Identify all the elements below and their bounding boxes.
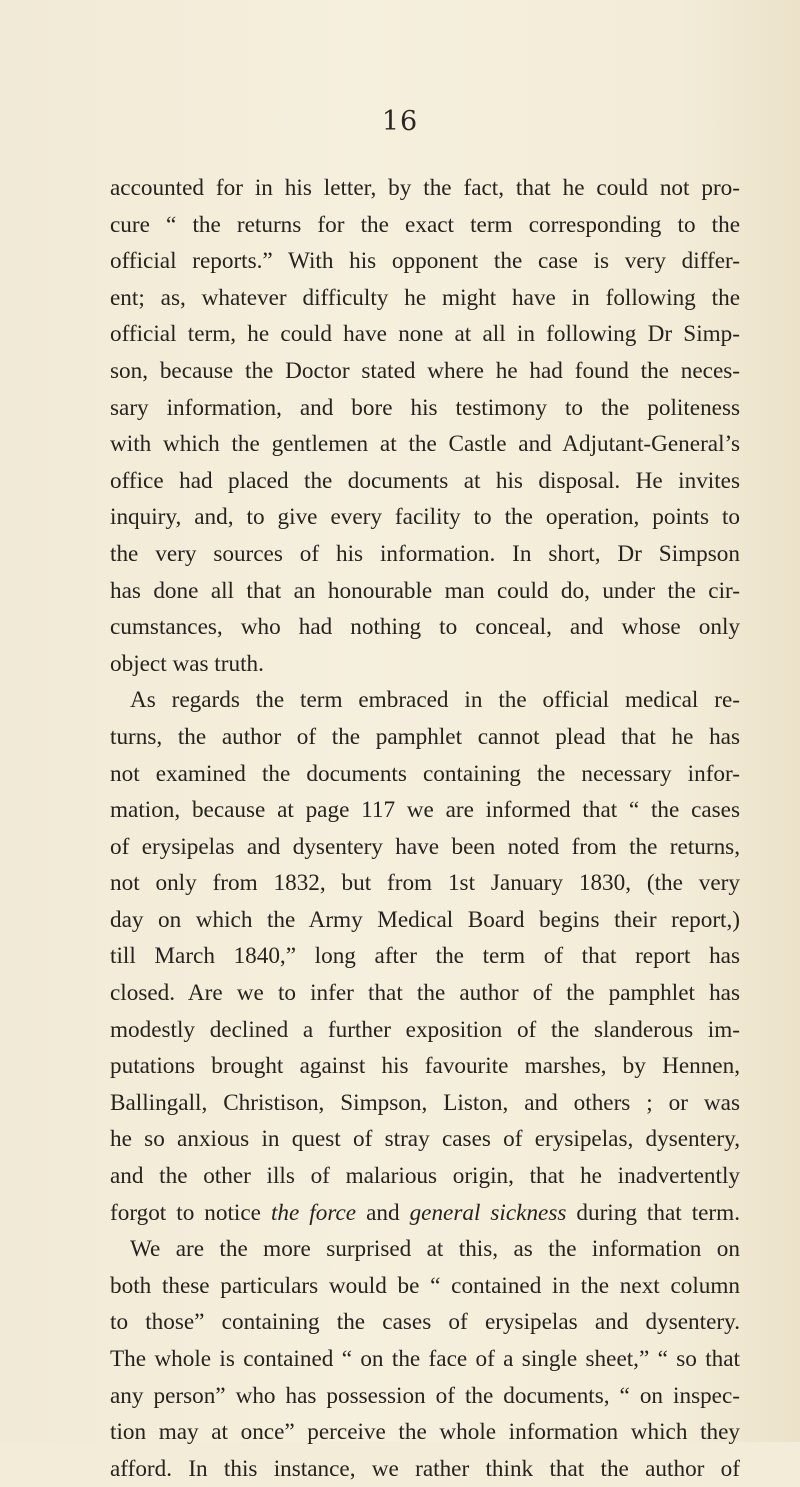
text-line: any person” who has possession of the documents, “ on inspec-	[110, 1382, 740, 1409]
text-line: cure “ the returns for the exact term corresponding to the	[110, 211, 740, 238]
text-line: object was truth.	[110, 650, 264, 677]
text-line: to those” containing the cases of erysipelas and dysentery.	[110, 1309, 740, 1336]
text-line: office had placed the documents at his disposal. He invites	[110, 467, 740, 494]
text-line: afford. In this instance, we rather think that the author of	[110, 1455, 740, 1482]
text-line: not only from 1832, but from 1st January 1830, (the very	[110, 870, 740, 897]
text-line: accounted for in his letter, by the fact, that he could not pro-	[110, 175, 740, 201]
text-line: tion may at once” perceive the whole information which they	[110, 1419, 740, 1446]
text-line: closed. Are we to infer that the author of the pamphlet has	[110, 980, 740, 1007]
text-line: Ballingall, Christison, Simpson, Liston, and others ; or was	[110, 1089, 740, 1116]
text-line: We are the more surprised at this, as the information on	[130, 1236, 740, 1263]
text-line: the very sources of his information. In short, Dr Simpson	[110, 540, 740, 567]
italic-phrase: the force	[270, 1199, 357, 1226]
text-segment: during that term.	[566, 1199, 740, 1226]
text-line: mation, because at page 117 we are informed that “ the cases	[110, 797, 740, 824]
page-number: 16	[381, 106, 419, 137]
italic-phrase: general sickness	[409, 1199, 567, 1226]
text-line: till March 1840,” long after the term of that report has	[110, 943, 740, 970]
text-line: modestly declined a further exposition of the slanderous im-	[110, 1016, 740, 1043]
text-line: official term, he could have none at all in following Dr Simp-	[110, 321, 740, 348]
text-line: As regards the term embraced in the official medical re-	[130, 687, 740, 714]
text-line: and the other ills of malarious origin, that he inadvertently	[110, 1163, 740, 1190]
text-line: of erysipelas and dysentery have been noted from the returns,	[110, 833, 740, 860]
text-line-with-italics	[110, 1195, 740, 1232]
text-line: sary information, and bore his testimony to the politeness	[110, 394, 740, 421]
text-line: cumstances, who had nothing to conceal, and whose only	[110, 614, 740, 641]
text-line: both these particulars would be “ contained in the next column	[110, 1272, 740, 1299]
text-line: day on which the Army Medical Board begins their report,)	[110, 906, 740, 933]
text-line: with which the gentlemen at the Castle and Adjutant-General’s	[110, 431, 740, 458]
text-line: not examined the documents containing the necessary infor-	[110, 760, 740, 787]
text-segment: forgot to notice	[110, 1199, 271, 1226]
text-line: has done all that an honourable man could do, under the cir-	[110, 577, 740, 604]
text-segment: and	[356, 1199, 410, 1226]
text-line: ent; as, whatever difficulty he might have in following the	[110, 284, 740, 311]
text-line: he so anxious in quest of stray cases of erysipelas, dysentery,	[110, 1126, 740, 1153]
text-line: The whole is contained “ on the face of a single sheet,” “ so that	[110, 1346, 740, 1372]
text-line: inquiry, and, to give every facility to the operation, points to	[110, 504, 740, 531]
text-line: putations brought against his favourite marshes, by Hennen,	[110, 1053, 740, 1080]
text-line: official reports.” With his opponent the case is very differ-	[110, 248, 740, 275]
text-line: turns, the author of the pamphlet cannot plead that he has	[110, 723, 740, 750]
body-text	[110, 170, 740, 1487]
text-line: son, because the Doctor stated where he had found the neces-	[110, 357, 740, 384]
